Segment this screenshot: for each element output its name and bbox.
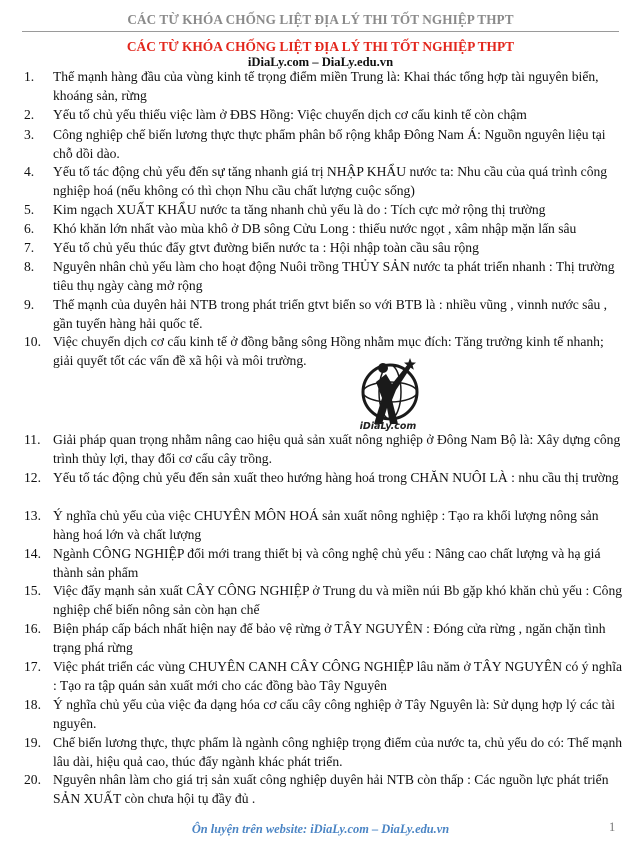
list-item-text: Ý nghĩa chủ yếu của việc đa dạng hóa cơ cấu cây công nghiệp ở Tây Nguyên là: Sử dụng hợp lý các tài nguyên.	[53, 697, 616, 731]
list-item	[24, 734, 624, 771]
list-item-text: Việc chuyển dịch cơ cấu kinh tế ở đồng bằng sông Hồng nhằm mục đích: Tăng trưởng kinh tế nhanh; giải quyết tốt các vấn đề xã hội và môi trường.	[53, 334, 604, 368]
list-item-text: Kim ngạch XUẤT KHẨU nước ta tăng nhanh chủ yếu là do : Tích cực mở rộng thị trường	[53, 202, 546, 217]
list-item-text: Yếu tố tác động chủ yếu đến sự tăng nhanh giá trị NHẬP KHẨU nước ta: Nhu cầu của quá trình công nghiệp hoá (nếu không có thì chọn Nhu cầu chất lượng cuộc sống)	[53, 164, 608, 198]
list-item-number: 7.	[24, 240, 35, 255]
list-item-number: 6.	[24, 221, 35, 236]
list-item-number: 12.	[24, 470, 41, 485]
list-item	[24, 658, 624, 695]
list-item	[24, 296, 624, 333]
list-item	[24, 201, 624, 220]
list-item-text: Ý nghĩa chủ yếu của việc CHUYÊN MÔN HOÁ sản xuất nông nghiệp : Tạo ra khối lượng nông sản hàng hoá lớn và chất lượng	[53, 508, 599, 542]
list-item	[24, 68, 624, 105]
list-item-number: 8.	[24, 259, 35, 274]
list-item-text: Giải pháp quan trọng nhằm nâng cao hiệu quả sản xuất nông nghiệp ở Đông Nam Bộ là: Xây dựng công trình thủy lợi, thay đổi cơ cấu cây trồng.	[53, 432, 621, 466]
list-item-number: 9.	[24, 297, 35, 312]
watermark-logo	[352, 354, 424, 428]
list-item-text: Biện pháp cấp bách nhất hiện nay để bảo vệ rừng ở TÂY NGUYÊN : Đóng cửa rừng , ngăn chặn tình trạng phá rừng	[53, 621, 606, 655]
list-item	[24, 582, 624, 619]
list-item-text: Nguyên nhân làm cho giá trị sản xuất công nghiệp duyên hải NTB còn thấp : Các nguồn lực phát triển SẢN XUẤT còn chưa hội tụ đầy đủ .	[53, 772, 609, 806]
list-item-number: 18.	[24, 697, 41, 712]
list-item-text: Thế mạnh hàng đầu của vùng kinh tế trọng điểm miền Trung là: Khai thác tổng hợp tài nguyên biển, khoáng sản, rừng	[53, 69, 599, 103]
document-subtitle: iDiaLy.com – DiaLy.edu.vn	[247, 55, 394, 69]
list-item-number: 1.	[24, 69, 35, 84]
header-divider	[22, 31, 619, 32]
list-item	[24, 696, 624, 733]
list-item-number: 16.	[24, 621, 41, 636]
list-item-text: Khó khăn lớn nhất vào mùa khô ở DB sông Cửu Long : thiếu nước ngọt , xâm nhập mặn lấn sâu	[53, 221, 577, 236]
list-item-text: Ngành CÔNG NGHIỆP đổi mới trang thiết bị và công nghệ chủ yếu : Nâng cao chất lượng và hạ giá thành sản phẩm	[53, 546, 601, 580]
list-item-text: Yếu tố tác động chủ yếu đến sản xuất theo hướng hàng hoá trong CHĂN NUÔI LÀ : nhu cầu thị trường	[53, 470, 619, 485]
list-item-number: 4.	[24, 164, 35, 179]
list-item-number: 3.	[24, 127, 35, 142]
list-item-number: 10.	[24, 334, 41, 349]
watermark-label: iDiaLy.com	[359, 421, 417, 432]
list-item-text: Việc đẩy mạnh sản xuất CÂY CÔNG NGHIỆP ở Trung du và miền núi Bb gặp khó khăn chủ yếu : Công nghiệp chế biến nông sản còn hạn chế	[53, 583, 623, 617]
list-item	[24, 431, 624, 468]
list-item-text: Yếu tố chủ yếu thúc đẩy gtvt đường biển nước ta : Hội nhập toàn cầu sâu rộng	[53, 240, 479, 255]
list-item-text: Công nghiệp chế biến lương thực thực phẩm phân bố rộng khắp Đông Nam Á: Nguồn nguyên liệu tại chỗ dồi dào.	[53, 127, 606, 161]
list-item-number: 13.	[24, 508, 41, 523]
list-item	[24, 220, 624, 239]
list-item	[24, 239, 624, 258]
list-item	[24, 106, 624, 125]
list-item	[24, 163, 624, 200]
list-item	[24, 333, 624, 370]
list-item-text: Chế biến lương thực, thực phẩm là ngành công nghiệp trọng điểm của nước ta, chủ yếu do có: Thế mạnh lâu dài, hiệu quả cao, thúc đẩy ngành khác phát triển.	[53, 735, 623, 769]
list-item	[24, 620, 624, 657]
globe-student-icon	[352, 354, 424, 428]
list-item-number: 20.	[24, 772, 41, 787]
list-item	[24, 126, 624, 163]
list-item-text: Thế mạnh của duyên hải NTB trong phát triển gtvt biển so với BTB là : nhiều vũng , vinnh nước sâu , gần tuyến hàng hải quốc tế.	[53, 297, 608, 331]
list-item	[24, 258, 624, 295]
list-item-text: Việc phát triển các vùng CHUYÊN CANH CÂY CÔNG NGHIỆP lâu năm ở TÂY NGUYÊN có ý nghĩa : Tạo ra tập quán sản xuất mới cho các đồng bào Tây Nguyên	[53, 659, 623, 693]
list-item-number: 19.	[24, 735, 41, 750]
list-item	[24, 545, 624, 582]
list-item-number: 5.	[24, 202, 35, 217]
footer-text: Ôn luyện trên website: iDiaLy.com – DiaLy.edu.vn	[191, 822, 450, 836]
list-item	[24, 771, 624, 808]
list-item	[24, 469, 624, 488]
running-header: CÁC TỪ KHÓA CHỐNG LIỆT ĐỊA LÝ THI TỐT NGHIỆP THPT	[127, 12, 514, 27]
list-item-text: Yếu tố chủ yếu thiếu việc làm ở ĐBS Hồng: Việc chuyển dịch cơ cấu kinh tế còn chậm	[53, 107, 527, 122]
list-item-number: 11.	[24, 432, 41, 447]
list-item-text: Nguyên nhân chủ yếu làm cho hoạt động Nuôi trồng THỦY SẢN nước ta phát triển nhanh : Thị trường tiêu thụ ngày càng mở rộng	[53, 259, 615, 293]
list-item-number: 14.	[24, 546, 41, 561]
list-item-number: 17.	[24, 659, 41, 674]
document-title: CÁC TỪ KHÓA CHỐNG LIỆT ĐỊA LÝ THI TỐT NGHIỆP THPT	[126, 39, 515, 54]
page-number: 1	[609, 820, 616, 834]
list-item	[24, 507, 624, 544]
list-item-number: 2.	[24, 107, 35, 122]
list-item-number: 15.	[24, 583, 41, 598]
